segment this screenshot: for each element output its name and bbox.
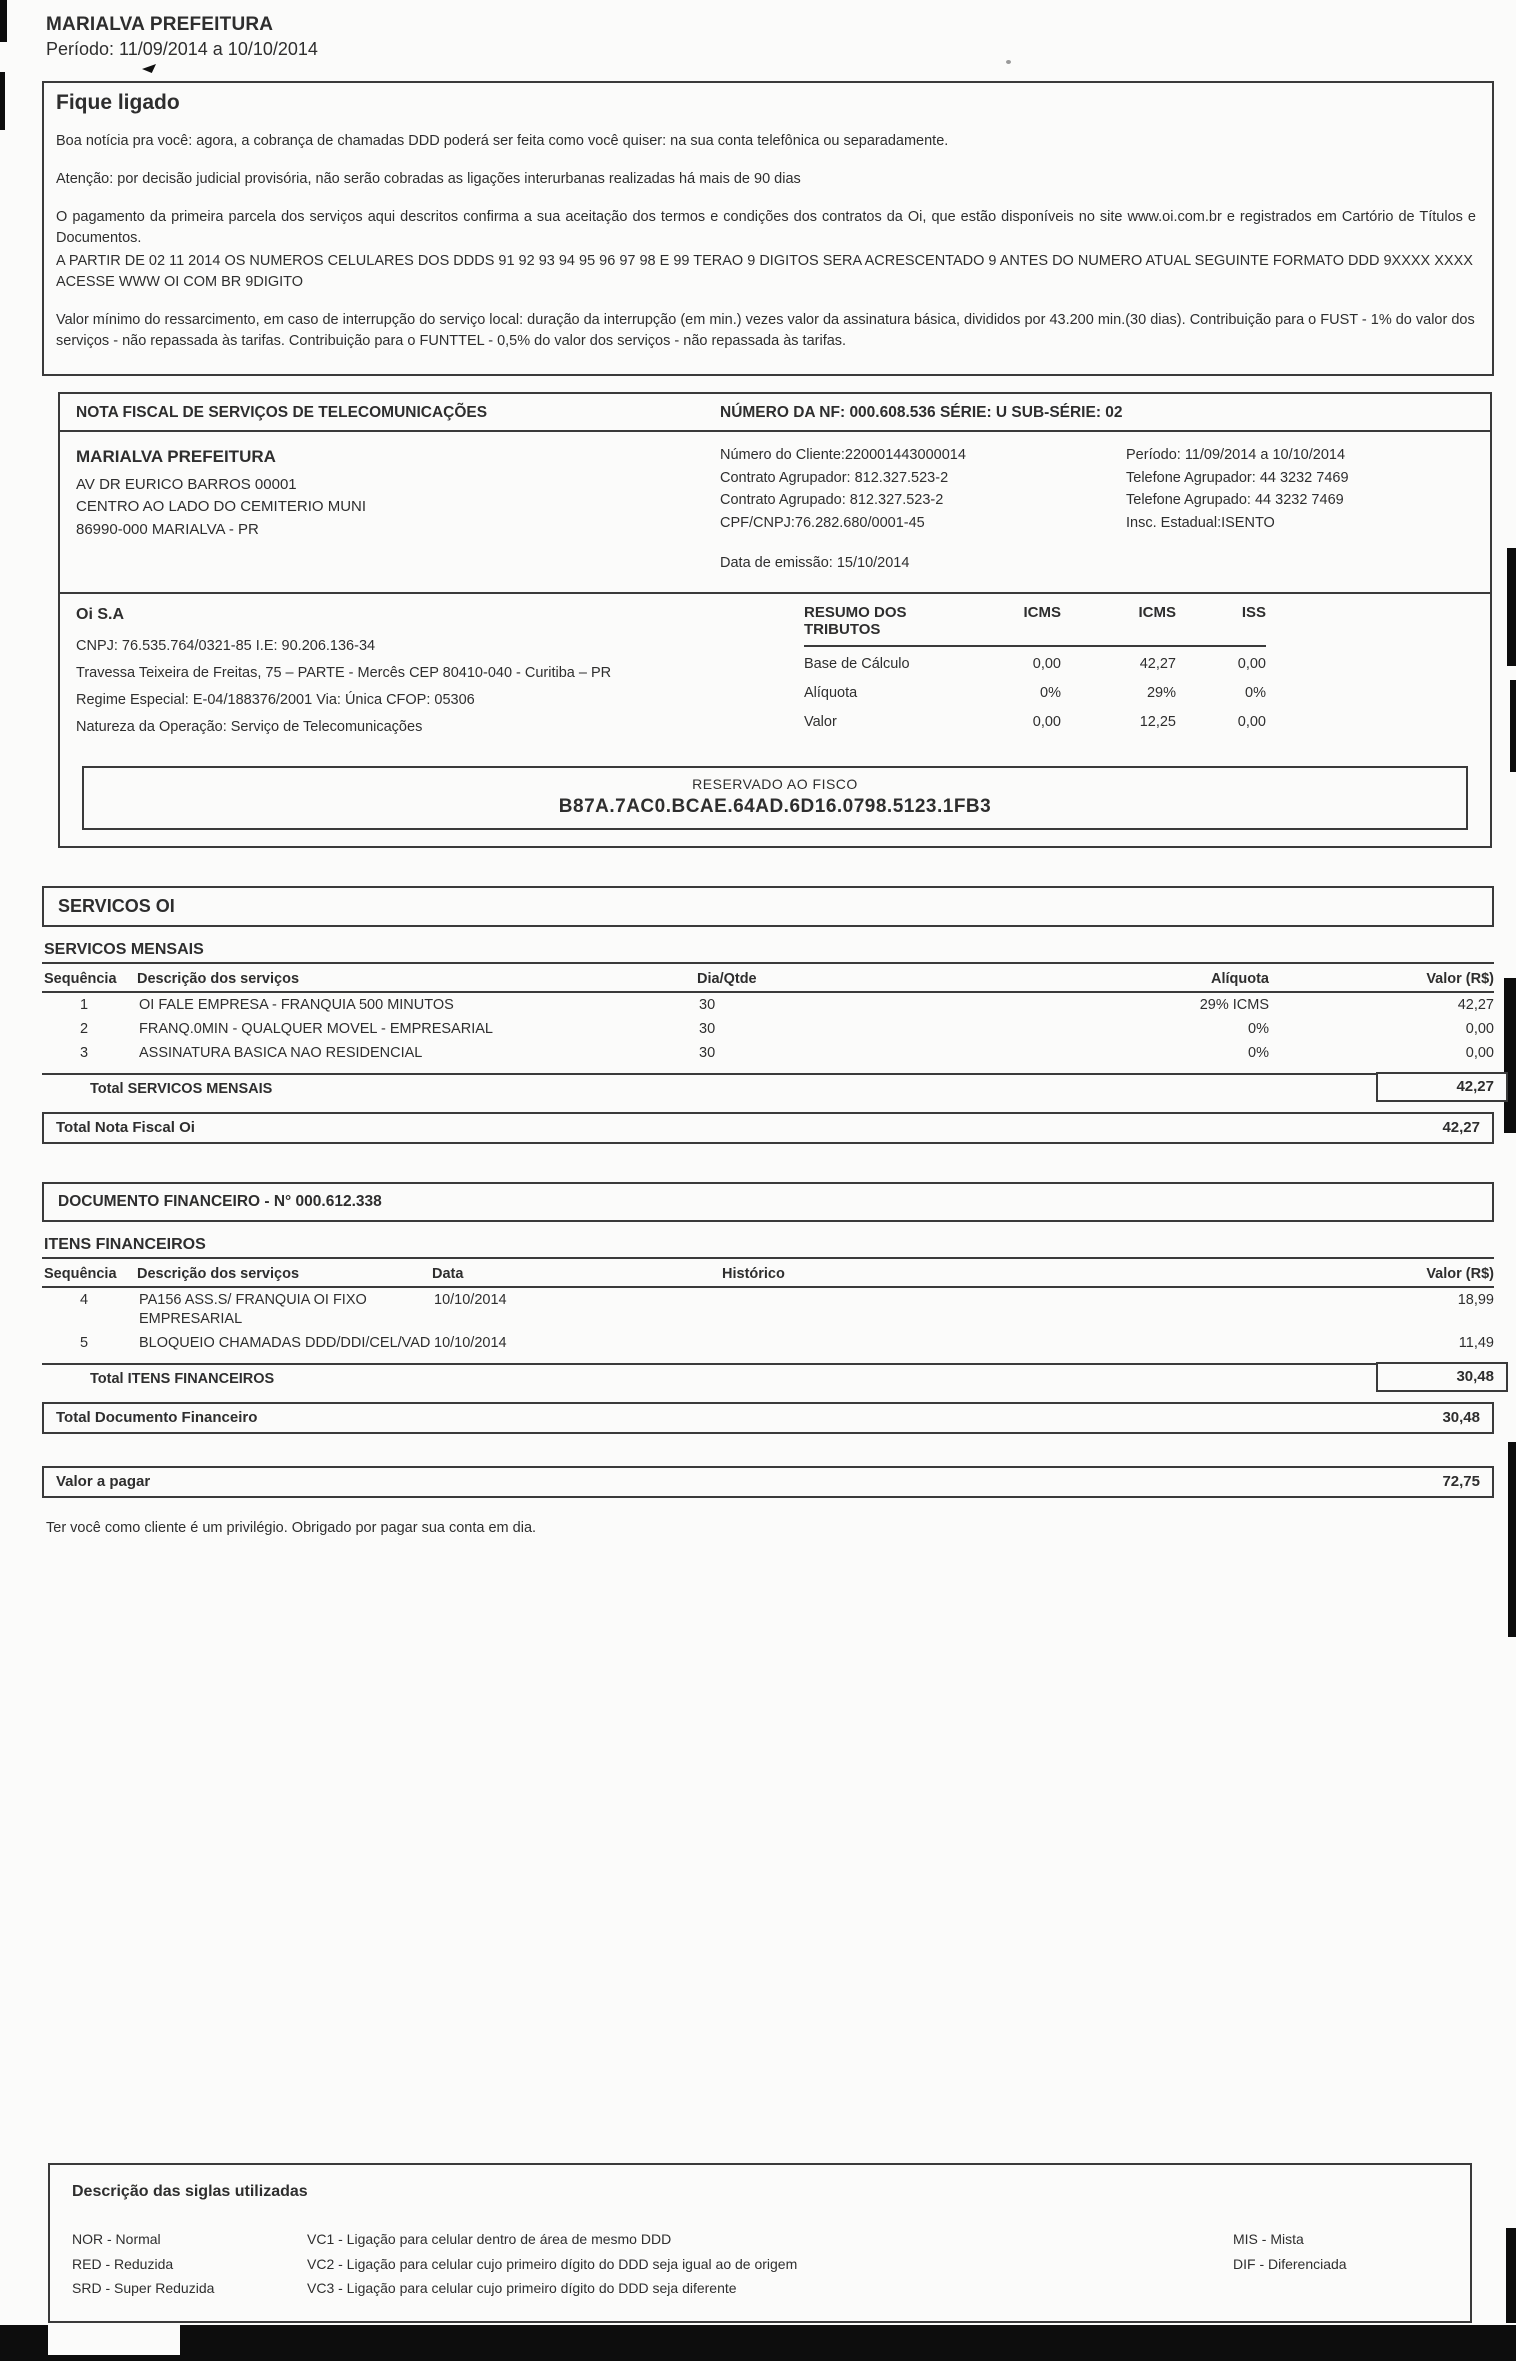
notice-paragraph: A PARTIR DE 02 11 2014 OS NUMEROS CELULARES DOS DDDS 91 92 93 94 95 96 97 98 E 99 TERAO 9 DIGITOS SERA ACRESCENTADO 9 ANTES DO NUMERO ATUAL SEGUINTE FORMATO DDD 9XXXX XXXX ACESSE WWW OI COM BR 9DIGITO [56, 253, 1473, 291]
siglas-col-outras [1233, 2227, 1448, 2301]
notice-paragraph: O pagamento da primeira parcela dos serviços aqui descritos confirma a sua aceitação dos termos e condições dos contratos da Oi, que estão disponíveis no site www.oi.com.br e registrados em Cartório de Títulos e Documentos. [56, 209, 1476, 247]
col-historico: Histórico [722, 1266, 785, 1282]
emission-date: Data de emissão: 15/10/2014 [720, 555, 910, 571]
page-title: MARIALVA PREFEITURA [46, 14, 274, 35]
total-documento-financeiro-row [42, 1402, 1494, 1434]
nota-fiscal-title: NOTA FISCAL DE SERVIÇOS DE TELECOMUNICAÇÕES [76, 404, 488, 422]
scan-mark [0, 72, 5, 130]
cell-valor: 42,27 [1457, 997, 1494, 1014]
tax-value: 12,25 [1139, 714, 1176, 731]
notice-paragraph: Boa notícia pra você: agora, a cobrança de chamadas DDD poderá ser feita como você quiser: na sua conta telefônica ou separadamente. [56, 133, 949, 149]
documento-financeiro-banner: DOCUMENTO FINANCEIRO - N° 000.612.338 [42, 1182, 1494, 1222]
scan-mark [1508, 1442, 1516, 1637]
tax-summary-table [804, 604, 1266, 746]
tax-row-label: Base de Cálculo [804, 656, 910, 673]
itens-financeiros-title: ITENS FINANCEIROS [42, 1222, 1494, 1259]
total-nota-fiscal-label: Total Nota Fiscal Oi [56, 1119, 195, 1136]
document-header [46, 14, 1494, 73]
nf-number: NÚMERO DA NF: 000.608.536 SÉRIE: U SUB-SÉRIE: 02 [720, 404, 1123, 422]
tax-row-base [804, 656, 1266, 672]
nota-fiscal-parties [60, 432, 1490, 578]
cell-desc: FRANQ.0MIN - QUALQUER MOVEL - EMPRESARIAL [139, 1021, 493, 1038]
tax-col-icms1: ICMS [1023, 604, 1061, 622]
col-descricao: Descrição dos serviços [137, 1266, 300, 1282]
sigla-item: MIS - Mista [1233, 2231, 1304, 2247]
tax-value: 29% [1146, 685, 1176, 702]
cell-historico [724, 1291, 1334, 1329]
col-aliquota: Alíquota [1211, 971, 1269, 988]
col-dia-qtde: Dia/Qtde [697, 971, 757, 988]
sigla-item: VC3 - Ligação para celular cujo primeiro dígito do DDD seja diferente [307, 2280, 737, 2296]
fique-ligado-box [42, 81, 1494, 376]
total-itens-financeiros-value: 30,48 [1376, 1362, 1508, 1392]
emitter-address: Travessa Teixeira de Freitas, 75 – PARTE - Mercês CEP 80410-040 - Curitiba – PR [76, 665, 612, 682]
cell-seq: 4 [79, 1292, 89, 1308]
tax-row-label: Valor [804, 714, 837, 731]
sigla-item: RED - Reduzida [72, 2255, 174, 2272]
nota-fiscal-header [60, 394, 1490, 432]
tax-value: 42,27 [1139, 656, 1176, 673]
billing-period: Período: 11/09/2014 a 10/10/2014 [46, 39, 318, 59]
total-nota-fiscal-value: 42,27 [1442, 1119, 1480, 1136]
emitter-block [76, 604, 804, 746]
sigla-item: SRD - Super Reduzida [72, 2280, 215, 2296]
cell-dia: 30 [699, 997, 716, 1014]
tax-col-iss: ISS [1241, 604, 1266, 622]
valor-a-pagar-row [42, 1466, 1494, 1498]
col-sequencia: Sequência [44, 1266, 117, 1282]
tax-value: 0,00 [1237, 714, 1266, 731]
cell-aliquota: 29% ICMS [1199, 997, 1269, 1014]
total-servicos-mensais-label: Total SERVICOS MENSAIS [90, 1081, 273, 1097]
tax-value: 0,00 [1032, 714, 1061, 731]
sigla-item: DIF - Diferenciada [1233, 2255, 1347, 2272]
thanks-message: Ter você como cliente é um privilégio. Obrigado por pagar sua conta em dia. [46, 1519, 537, 1536]
customer-address-line: AV DR EURICO BARROS 00001 [76, 475, 297, 493]
cell-aliquota: 0% [1248, 1021, 1269, 1038]
table-row [42, 1288, 1494, 1331]
cell-aliquota: 0% [1248, 1045, 1269, 1062]
scan-mark [1507, 548, 1516, 666]
nota-fiscal-box [58, 392, 1492, 848]
sigla-item: VC2 - Ligação para celular cujo primeiro dígito do DDD seja igual ao de origem [307, 2255, 798, 2272]
cell-dia: 30 [699, 1045, 716, 1062]
client-number: Número do Cliente:220001443000014 [720, 447, 966, 464]
phone-agrupado: Telefone Agrupado: 44 3232 7469 [1126, 492, 1344, 509]
tax-col-icms2: ICMS [1138, 604, 1176, 622]
col-descricao: Descrição dos serviços [137, 971, 300, 988]
col-valor: Valor (R$) [1426, 971, 1494, 988]
notice-paragraph: Atenção: por decisão judicial provisória, não serão cobradas as ligações interurbanas realizadas há mais de 90 dias [56, 171, 801, 188]
cell-historico [724, 1334, 1334, 1353]
sigla-item: VC1 - Ligação para celular dentro de área de mesmo DDD [307, 2231, 672, 2247]
fisco-code: B87A.7AC0.BCAE.64AD.6D16.0798.5123.1FB3 [558, 796, 992, 818]
cell-valor: 11,49 [1458, 1334, 1494, 1351]
servicos-oi-banner: SERVICOS OI [42, 886, 1494, 927]
customer-address-line: 86990-000 MARIALVA - PR [76, 520, 259, 538]
servicos-mensais-header-row [42, 968, 1494, 993]
tax-row-label: Alíquota [804, 685, 858, 702]
tax-value: 0% [1245, 685, 1266, 702]
tax-value: 0,00 [1237, 656, 1266, 673]
cell-seq: 5 [79, 1334, 89, 1351]
table-row [42, 1017, 1494, 1041]
total-documento-financeiro-value: 30,48 [1442, 1408, 1480, 1426]
fique-ligado-title: Fique ligado [56, 91, 180, 114]
cpf-cnpj: CPF/CNPJ:76.282.680/0001-45 [720, 514, 925, 531]
siglas-columns [72, 2227, 1448, 2301]
siglas-col-vc [307, 2227, 1233, 2301]
customer-block [76, 444, 720, 574]
tax-row-valor [804, 714, 1266, 730]
siglas-title: Descrição das siglas utilizadas [72, 2183, 308, 2200]
valor-a-pagar-label: Valor a pagar [56, 1472, 151, 1490]
table-row [42, 1331, 1494, 1355]
cell-desc: OI FALE EMPRESA - FRANQUIA 500 MINUTOS [139, 997, 454, 1014]
valor-a-pagar-value: 72,75 [1442, 1472, 1480, 1490]
cell-desc: BLOQUEIO CHAMADAS DDD/DDI/CEL/VAD [139, 1334, 431, 1351]
contract-agrupado: Contrato Agrupado: 812.327.523-2 [720, 492, 944, 509]
total-itens-financeiros-label: Total ITENS FINANCEIROS [90, 1370, 275, 1387]
scan-bottom-notch [48, 2325, 180, 2355]
notice-paragraph: Valor mínimo do ressarcimento, em caso de interrupção do serviço local: duração da interrupção (em min.) vezes valor da assinatura básica, divididos por 43.200 min.(30 dias). Contribuição para o FUST - 1% do valor dos serviços - não repassada às tarifas. Contribuição para o FUNTTEL - 0,5% do valor dos serviços - não repassada às tarifas. [56, 312, 1475, 350]
tax-table-header [804, 604, 1266, 647]
cell-seq: 3 [79, 1045, 89, 1062]
cell-desc: ASSINATURA BASICA NAO RESIDENCIAL [139, 1045, 423, 1062]
contract-info-block [720, 444, 1126, 574]
emitter-natureza: Natureza da Operação: Serviço de Telecomunicações [76, 719, 423, 736]
sigla-item: NOR - Normal [72, 2231, 161, 2247]
total-itens-financeiros-row [42, 1363, 1494, 1392]
cell-desc-line1: PA156 ASS.S/ FRANQUIA OI FIXO [139, 1292, 367, 1308]
reservado-fisco-box [82, 766, 1468, 830]
col-data: Data [432, 1266, 464, 1282]
scan-bottom-bar [0, 2325, 1516, 2361]
cell-valor: 0,00 [1465, 1021, 1494, 1038]
scan-mark-arrow [142, 64, 156, 73]
tax-value: 0% [1040, 685, 1061, 702]
phone-agrupador: Telefone Agrupador: 44 3232 7469 [1126, 469, 1349, 486]
total-servicos-mensais-value: 42,27 [1376, 1072, 1508, 1102]
cell-data: 10/10/2014 [434, 1334, 507, 1351]
scan-mark [1504, 978, 1516, 1133]
servicos-mensais-title: SERVICOS MENSAIS [42, 927, 1494, 964]
tax-value: 0,00 [1032, 656, 1061, 673]
scan-mark [1510, 680, 1516, 772]
period-line: Período: 11/09/2014 a 10/10/2014 [1126, 447, 1346, 464]
tax-row-aliquota [804, 685, 1266, 701]
scan-mark [1506, 2228, 1516, 2323]
customer-address-line: CENTRO AO LADO DO CEMITERIO MUNI [76, 498, 367, 516]
cell-seq: 1 [79, 997, 89, 1014]
period-info-block [1126, 444, 1476, 574]
cell-valor: 0,00 [1465, 1045, 1494, 1062]
total-servicos-mensais-row [42, 1073, 1494, 1102]
cell-dia: 30 [699, 1021, 716, 1038]
tax-table-title: RESUMO DOS TRIBUTOS [804, 604, 907, 639]
table-row [42, 993, 1494, 1017]
cell-seq: 2 [79, 1021, 89, 1038]
state-registration: Insc. Estadual:ISENTO [1126, 514, 1275, 531]
col-valor: Valor (R$) [1426, 1266, 1494, 1282]
col-sequencia: Sequência [44, 971, 117, 988]
customer-name: MARIALVA PREFEITURA [76, 447, 276, 467]
scan-mark [0, 0, 7, 42]
emitter-name: Oi S.A [76, 606, 125, 624]
table-row [42, 1041, 1494, 1065]
cell-desc-line2: EMPRESARIAL [139, 1310, 243, 1327]
siglas-box [48, 2163, 1472, 2323]
total-nota-fiscal-row [42, 1112, 1494, 1144]
itens-financeiros-header-row [42, 1263, 1494, 1288]
siglas-col-tarifas [72, 2227, 307, 2301]
cell-desc [139, 1291, 434, 1329]
emitter-regime: Regime Especial: E-04/188376/2001 Via: Única CFOP: 05306 [76, 692, 475, 709]
cell-data: 10/10/2014 [434, 1292, 507, 1308]
emitter-and-taxes [60, 592, 1490, 752]
total-documento-financeiro-label: Total Documento Financeiro [56, 1408, 258, 1426]
emitter-cnpj: CNPJ: 76.535.764/0321-85 I.E: 90.206.136-34 [76, 638, 376, 655]
contract-agrupador: Contrato Agrupador: 812.327.523-2 [720, 469, 949, 486]
fisco-label: RESERVADO AO FISCO [692, 776, 858, 793]
cell-valor: 18,99 [1457, 1292, 1494, 1308]
